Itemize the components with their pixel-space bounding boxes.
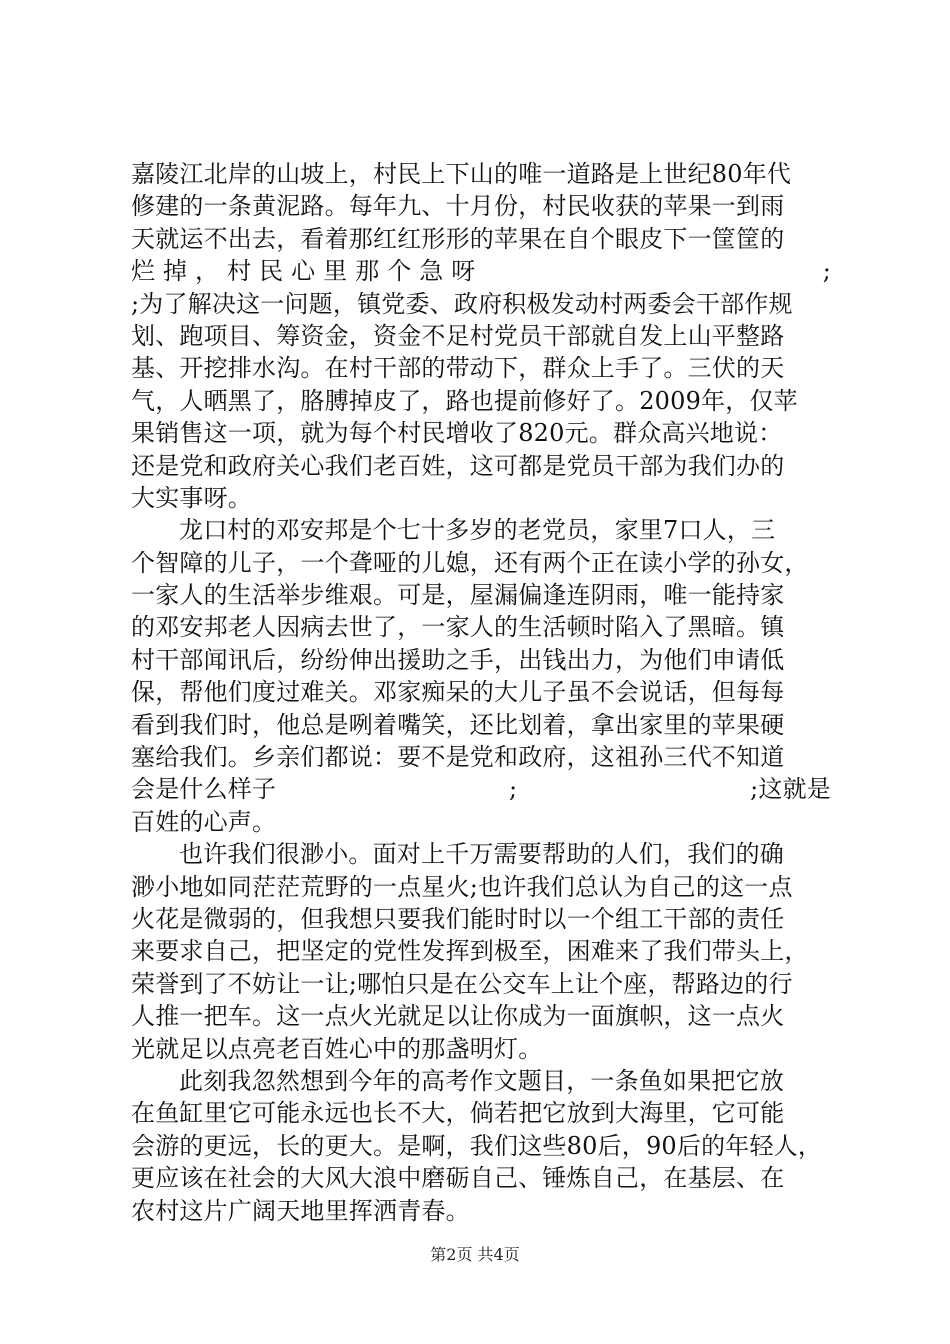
text-line: 的邓安邦老人因病去世了，一家人的生活顿时陷入了黑暗。镇	[131, 613, 785, 642]
text-line: 看到我们时，他总是咧着嘴笑，还比划着，拿出家里的苹果硬	[131, 710, 785, 739]
text-line: 嘉陵江北岸的山坡上，村民上下山的唯一道路是上世纪80年代	[131, 160, 792, 188]
paragraph-first-line: 也许我们很渺小。面对上千万需要帮助的人们，我们的确	[179, 840, 784, 869]
text-line: 一家人的生活举步维艰。可是，屋漏偏逢连阴雨，唯一能持家	[131, 581, 785, 610]
text-line: 荣誉到了不妨让一让;哪怕只是在公交车上让个座，帮路边的行	[131, 969, 793, 998]
text-line: 在鱼缸里它可能永远也长不大，倘若把它放到大海里，它可能	[131, 1099, 785, 1128]
text-segment: ;	[822, 257, 831, 286]
text-segment: 会是什么样子	[131, 775, 277, 804]
text-line: 果销售这一项，就为每个村民增收了820元。群众高兴地说：	[131, 419, 783, 448]
text-line	[131, 255, 831, 287]
text-line: 基、开挖排水沟。在村干部的带动下，群众上手了。三伏的天	[131, 354, 785, 383]
text-line: 保，帮他们度过难关。邓家痴呆的大儿子虽不会说话，但每每	[131, 678, 785, 707]
text-line: 个智障的儿子，一个聋哑的儿媳，还有两个正在读小学的孙女，	[131, 548, 809, 577]
text-line: 百姓的心声。	[131, 807, 277, 836]
text-line: 村干部闻讯后，纷纷伸出援助之手，出钱出力，为他们申请低	[131, 645, 785, 674]
text-line: 火花是微弱的，但我想只要我们能时时以一个组工干部的责任	[131, 904, 785, 933]
text-line: 还是党和政府关心我们老百姓，这可都是党员干部为我们办的	[131, 451, 785, 480]
text-segment: ;这就是	[750, 775, 831, 804]
paragraph-first-line: 此刻我忽然想到今年的高考作文题目，一条鱼如果把它放	[179, 1066, 784, 1095]
paragraph-first-line: 龙口村的邓安邦是个七十多岁的老党员，家里7口人，三	[179, 516, 776, 545]
text-line: 来要求自己，把坚定的党性发挥到极至，困难来了我们带头上，	[131, 937, 809, 966]
text-line: 修建的一条黄泥路。每年九、十月份，村民收获的苹果一到雨	[131, 192, 785, 221]
text-line: 农村这片广阔天地里挥洒青春。	[131, 1196, 470, 1225]
text-line: 光就足以点亮老百姓心中的那盏明灯。	[131, 1034, 543, 1063]
document-body	[131, 158, 831, 1227]
text-segment: ;	[509, 775, 518, 804]
text-line: 更应该在社会的大风大浪中磨砺自己、锤炼自己，在基层、在	[131, 1164, 785, 1193]
text-line: 天就运不出去，看着那红红形形的苹果在自个眼皮下一筐筐的	[131, 224, 785, 253]
text-line: 会游的更远，长的更大。是啊，我们这些80后，90后的年轻人，	[131, 1131, 823, 1160]
text-line: 塞给我们。乡亲们都说：要不是党和政府，这祖孙三代不知道	[131, 743, 785, 772]
text-line: 渺小地如同茫茫荒野的一点星火;也许我们总认为自己的这一点	[131, 872, 793, 901]
text-line: 人推一把车。这一点火光就足以让你成为一面旗帜，这一点火	[131, 1002, 785, 1031]
text-line	[131, 773, 831, 805]
text-segment: 烂 掉 ， 村 民 心 里 那 个 急 呀	[131, 257, 476, 286]
text-line: ;为了解决这一问题，镇党委、政府积极发动村两委会干部作规	[131, 289, 793, 318]
text-line: 大实事呀。	[131, 483, 252, 512]
page-number-footer: 第2页 共4页	[430, 1245, 520, 1264]
text-line: 划、跑项目、筹资金，资金不足村党员干部就自发上山平整路	[131, 321, 785, 350]
text-line: 气，人晒黑了，胳膊掉皮了，路也提前修好了。2009年，仅苹	[131, 386, 798, 415]
